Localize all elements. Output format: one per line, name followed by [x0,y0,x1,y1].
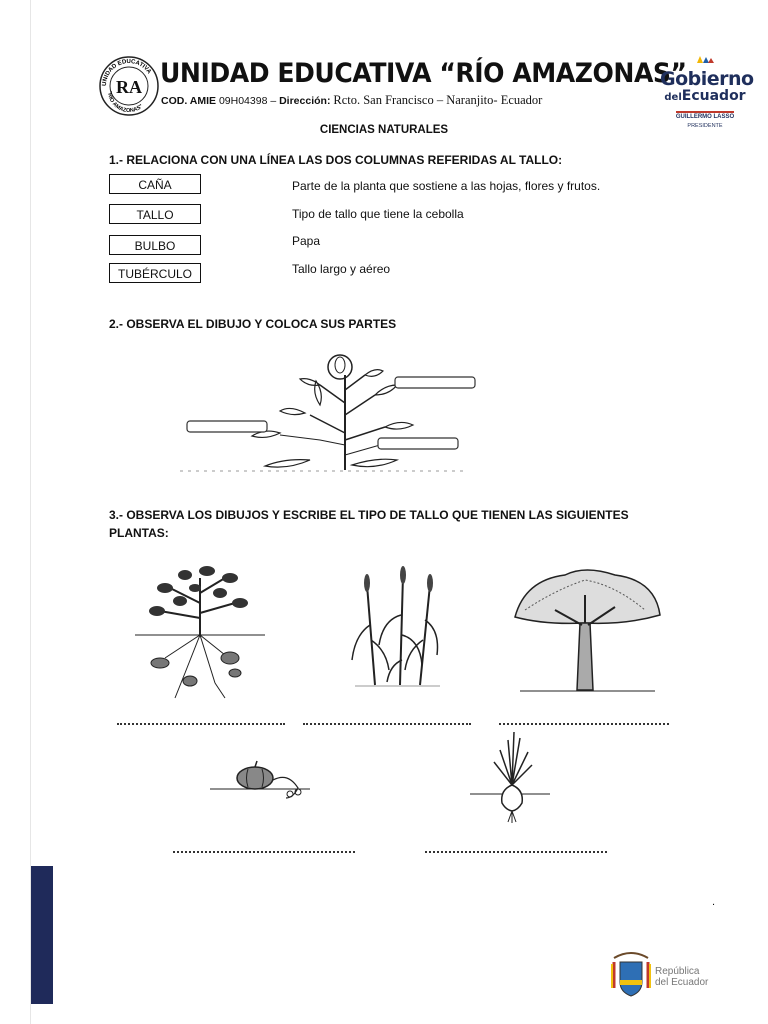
coat-of-arms-icon [610,950,652,1000]
tree-image [505,565,665,695]
cane-plant-image [345,565,445,690]
term-box: BULBO [109,235,201,255]
definition-text: Tallo largo y aéreo [292,262,391,276]
definition-text: Papa [292,234,321,248]
school-address: COD. AMIE 09H04398 – Dirección: Rcto. San Francisco – Naranjito- Ecuador [161,93,543,107]
answer-line[interactable] [425,851,607,853]
answer-line[interactable] [499,723,669,725]
government-logo: Gobierno delEcuador GUILLERMO LASSO PRESIDENTE [660,52,750,129]
svg-text:RA: RA [116,77,142,97]
definition-text: Tipo de tallo que tiene la cebolla [292,207,464,221]
term-box: TUBÉRCULO [109,263,201,283]
plant-parts-diagram [180,345,480,475]
svg-text:"RÍO AMAZONAS": "RÍO AMAZONAS" [105,90,145,115]
creeping-plant-image [210,758,310,803]
svg-text:UNIDAD EDUCATIVA: UNIDAD EDUCATIVA [101,58,152,87]
term-box: TALLO [109,204,201,224]
school-logo [98,55,160,117]
subject-title: CIENCIAS NATURALES [319,124,449,136]
question-3-title: 3.- OBSERVA LOS DIBUJOS Y ESCRIBE EL TIPO DE TALLO QUE TIENEN LAS SIGUIENTES [109,508,629,522]
republic-logo-text: República del Ecuador [655,966,709,988]
school-name: UNIDAD EDUCATIVA “RÍO AMAZONAS” [160,58,687,89]
answer-line[interactable] [303,723,471,725]
potato-plant-image [135,563,265,703]
answer-line[interactable] [117,723,285,725]
term-box: CAÑA [109,174,201,194]
stray-dot: . [712,896,716,908]
question-1-title: 1.- RELACIONA CON UNA LÍNEA LAS DOS COLUMNAS REFERIDAS AL TALLO: [109,153,563,167]
answer-line[interactable] [173,851,355,853]
bulb-plant-image [470,730,555,825]
blue-side-bar [31,866,53,1004]
definition-text: Parte de la planta que sostiene a las hojas, flores y frutos. [292,179,601,193]
question-3-title-continued: PLANTAS: [109,526,169,540]
question-2-title: 2.- OBSERVA EL DIBUJO Y COLOCA SUS PARTES [109,317,397,331]
flag-star-icon [695,55,715,65]
